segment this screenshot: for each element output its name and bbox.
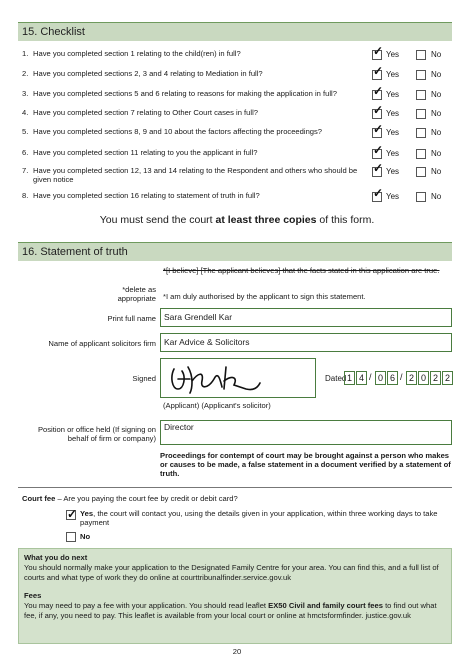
checklist-yes-label: Yes <box>386 109 400 118</box>
date-digit-box[interactable]: 2 <box>406 371 417 385</box>
date-digit-box[interactable]: 6 <box>387 371 398 385</box>
checklist-question-text: Have you completed sections 8, 9 and 10 about the factors affecting the proceedings? <box>33 127 323 136</box>
fees-text-pre: You may need to pay a fee with your application. You should read leaflet <box>24 601 269 610</box>
checklist-question <box>22 69 370 78</box>
authorised-statement: *I am duly authorised by the applicant to sign this statement. <box>163 292 366 301</box>
checklist-no-label: No <box>431 128 442 137</box>
checklist-no-label: No <box>431 90 442 99</box>
checklist-no-checkbox[interactable] <box>416 192 426 202</box>
checklist-yes-checkbox[interactable] <box>372 149 382 159</box>
checklist-yes-checkbox[interactable] <box>372 50 382 60</box>
checklist-no-checkbox[interactable] <box>416 128 426 138</box>
checklist-row <box>22 69 452 84</box>
checklist-number: 2. <box>22 69 29 78</box>
signature-image <box>164 359 264 397</box>
checklist-yes-label: Yes <box>386 192 400 201</box>
court-fee-question-text: – Are you paying the court fee by credit or debit card? <box>55 494 238 503</box>
checklist-no-label: No <box>431 192 442 201</box>
checklist-row <box>22 191 452 206</box>
court-fee-yes-checkbox[interactable] <box>66 510 76 520</box>
checklist-number: 4. <box>22 108 29 117</box>
print-name-field[interactable]: Sara Grendell Kar <box>160 308 452 327</box>
court-fee-yes-label: Yes <box>80 509 94 518</box>
checklist-yes-label: Yes <box>386 70 400 79</box>
checklist-yes-checkbox[interactable] <box>372 90 382 100</box>
checklist-yes-checkbox[interactable] <box>372 167 382 177</box>
checklist-question-text: Have you completed section 12, 13 and 14 relating to the Respondent and others who should be given notice <box>33 166 358 184</box>
print-name-label: Print full name <box>107 314 156 323</box>
checklist-yes-label: Yes <box>386 149 400 158</box>
checklist-number: 8. <box>22 191 29 200</box>
checklist-question-text: Have you completed section 7 relating to Other Court cases in full? <box>33 108 258 117</box>
checklist-no-label: No <box>431 70 442 79</box>
copies-note-pre: You must send the court <box>99 214 216 226</box>
checklist-question-text: Have you completed sections 2, 3 and 4 relating to Mediation in full? <box>33 69 263 78</box>
checklist-row <box>22 127 452 142</box>
checklist-number: 5. <box>22 127 29 136</box>
statement-of-truth-heading: 16. Statement of truth <box>18 242 452 261</box>
checklist-question <box>22 191 370 200</box>
checklist-row <box>22 49 452 64</box>
signed-label: Signed <box>132 374 156 383</box>
struck-belief-statement: *[I believe] [The applicant believes] that the facts stated in this application are true. <box>163 266 440 275</box>
court-fee-yes-detail: , the court will contact you, using the details given in your application, within three working days to take payment <box>80 509 438 527</box>
checklist-yes-label: Yes <box>386 128 400 137</box>
checklist-number: 3. <box>22 89 29 98</box>
checklist-yes-checkbox[interactable] <box>372 128 382 138</box>
date-digit-box[interactable]: 4 <box>356 371 367 385</box>
checklist-question <box>22 89 370 98</box>
checklist-question-text: Have you completed sections 5 and 6 relating to reasons for making the application in full? <box>33 89 337 98</box>
checklist-question-text: Have you completed section 11 relating to you the applicant in full? <box>33 148 258 157</box>
checklist-no-checkbox[interactable] <box>416 149 426 159</box>
court-fee-no-label: No <box>80 532 91 541</box>
what-next-heading: What you do next <box>24 553 88 562</box>
delete-as-appropriate-note: *delete as appropriate <box>117 285 156 303</box>
info-box <box>18 548 452 644</box>
page-number: 20 <box>232 647 242 656</box>
checklist-no-checkbox[interactable] <box>416 70 426 80</box>
checklist-yes-label: Yes <box>386 167 400 176</box>
court-fee-no-checkbox[interactable] <box>66 532 76 542</box>
checklist-number: 6. <box>22 148 29 157</box>
date-separator: / <box>369 372 372 382</box>
checklist-heading: 15. Checklist <box>18 22 452 41</box>
checklist-yes-checkbox[interactable] <box>372 70 382 80</box>
date-digit-box[interactable]: 1 <box>344 371 355 385</box>
checklist-question <box>22 127 370 136</box>
signature-caption: (Applicant) (Applicant's solicitor) <box>163 401 271 410</box>
checklist-no-label: No <box>431 50 442 59</box>
checklist-no-checkbox[interactable] <box>416 109 426 119</box>
date-digit-box[interactable]: 2 <box>430 371 441 385</box>
checklist-row <box>22 166 452 184</box>
fees-leaflet-name: EX50 Civil and family court fees <box>268 601 383 610</box>
checklist-question <box>22 49 370 58</box>
date-digit-box[interactable]: 2 <box>442 371 453 385</box>
date-separator: / <box>400 372 403 382</box>
checklist-yes-label: Yes <box>386 50 400 59</box>
checklist-row <box>22 108 452 123</box>
checklist-number: 1. <box>22 49 29 58</box>
firm-name-field[interactable]: Kar Advice & Solicitors <box>160 333 452 352</box>
checklist-row <box>22 89 452 104</box>
checklist-question <box>22 166 370 184</box>
date-digit-box[interactable]: 0 <box>418 371 429 385</box>
fees-text <box>24 601 446 621</box>
checklist-no-label: No <box>431 167 442 176</box>
checklist-question-text: Have you completed section 1 relating to the child(ren) in full? <box>33 49 241 58</box>
court-fee-yes-text <box>80 509 450 527</box>
checklist-number: 7. <box>22 166 29 175</box>
date-digit-box[interactable]: 0 <box>375 371 386 385</box>
position-field[interactable]: Director <box>160 420 452 445</box>
checklist-question-text: Have you completed section 16 relating to statement of truth in full? <box>33 191 260 200</box>
fees-text-post: to find out what fee, if any, you need to pay. This leaflet is available from your local court or online at hmctsformfinder. justice.gov.uk <box>24 601 437 620</box>
court-fee-label: Court fee <box>22 494 56 503</box>
dated-label: Dated <box>325 374 347 383</box>
copies-note-bold: at least three copies <box>215 214 317 226</box>
contempt-warning: Proceedings for contempt of court may be brought against a person who makes or causes to be made, a false statement in a document verified by a statement of truth. <box>160 451 451 478</box>
firm-name-label: Name of applicant solicitors firm <box>48 339 156 348</box>
checklist-no-checkbox[interactable] <box>416 50 426 60</box>
checklist-yes-checkbox[interactable] <box>372 109 382 119</box>
position-label: Position or office held (If signing on behalf of firm or company) <box>37 425 156 443</box>
court-fee-question <box>22 494 452 503</box>
checklist-row <box>22 148 452 163</box>
fees-heading: Fees <box>24 591 42 600</box>
checklist-yes-label: Yes <box>386 90 400 99</box>
copies-note-post: of this form. <box>316 214 375 226</box>
checklist-no-label: No <box>431 149 442 158</box>
checklist-question <box>22 108 370 117</box>
checklist-no-checkbox[interactable] <box>416 167 426 177</box>
checklist-yes-checkbox[interactable] <box>372 192 382 202</box>
copies-note <box>0 214 474 226</box>
checklist-question <box>22 148 370 157</box>
signature-box[interactable] <box>160 358 316 398</box>
checklist-no-label: No <box>431 109 442 118</box>
divider <box>18 487 452 488</box>
checklist-no-checkbox[interactable] <box>416 90 426 100</box>
what-next-text: You should normally make your application to the Designated Family Centre for your area. You can find this, and a full list of courts and what type of work they do online at courttribunalfinder.service.gov.uk <box>24 563 439 582</box>
